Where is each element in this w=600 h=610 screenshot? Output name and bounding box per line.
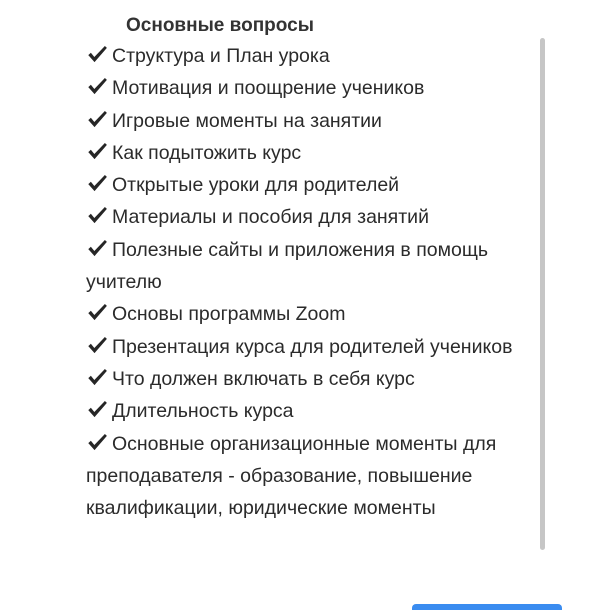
check-mark-icon	[86, 140, 108, 162]
list-item	[86, 72, 526, 104]
check-mark-icon	[86, 301, 108, 323]
list-item	[86, 201, 526, 233]
list-item	[86, 234, 526, 299]
list-item-text: Игровые моменты на занятии	[112, 109, 382, 132]
list-item	[86, 331, 526, 363]
list-item-text: Презентация курса для родителей учеников	[112, 335, 513, 358]
vertical-scrollbar[interactable]	[540, 38, 545, 550]
list-item-text: Длительность курса	[112, 400, 294, 423]
page-title: Основные вопросы	[126, 15, 314, 36]
list-item-text: Основные организационные моменты для преподавателя - образование, повышение квалификации, юридические моменты	[86, 432, 497, 520]
check-mark-icon	[86, 398, 108, 420]
list-item-text: Полезные сайты и приложения в помощь учителю	[86, 238, 489, 294]
check-mark-icon	[86, 75, 108, 97]
list-item	[86, 363, 526, 395]
list-item	[86, 105, 526, 137]
note-content	[86, 12, 526, 524]
topics-list	[86, 40, 526, 524]
check-mark-icon	[86, 334, 108, 356]
bottom-accent-bar	[412, 604, 562, 610]
check-mark-icon	[86, 204, 108, 226]
check-mark-icon	[86, 237, 108, 259]
check-mark-icon	[86, 108, 108, 130]
list-item	[86, 40, 526, 72]
list-item	[86, 395, 526, 427]
list-item-text: Материалы и пособия для занятий	[112, 206, 429, 229]
check-mark-icon	[86, 43, 108, 65]
list-item	[86, 298, 526, 330]
check-mark-icon	[86, 172, 108, 194]
list-item-text: Что должен включать в себя курс	[112, 367, 415, 390]
list-item	[86, 137, 526, 169]
check-mark-icon	[86, 366, 108, 388]
list-item-text: Как подытожить курс	[112, 141, 302, 164]
list-item	[86, 428, 526, 525]
check-mark-icon	[86, 431, 108, 453]
list-item-text: Структура и План урока	[112, 45, 330, 67]
list-item-text: Мотивация и поощрение учеников	[112, 77, 425, 100]
list-item-text: Открытые уроки для родителей	[112, 174, 400, 197]
list-item-text: Основы программы Zoom	[112, 303, 346, 326]
list-item	[86, 169, 526, 201]
